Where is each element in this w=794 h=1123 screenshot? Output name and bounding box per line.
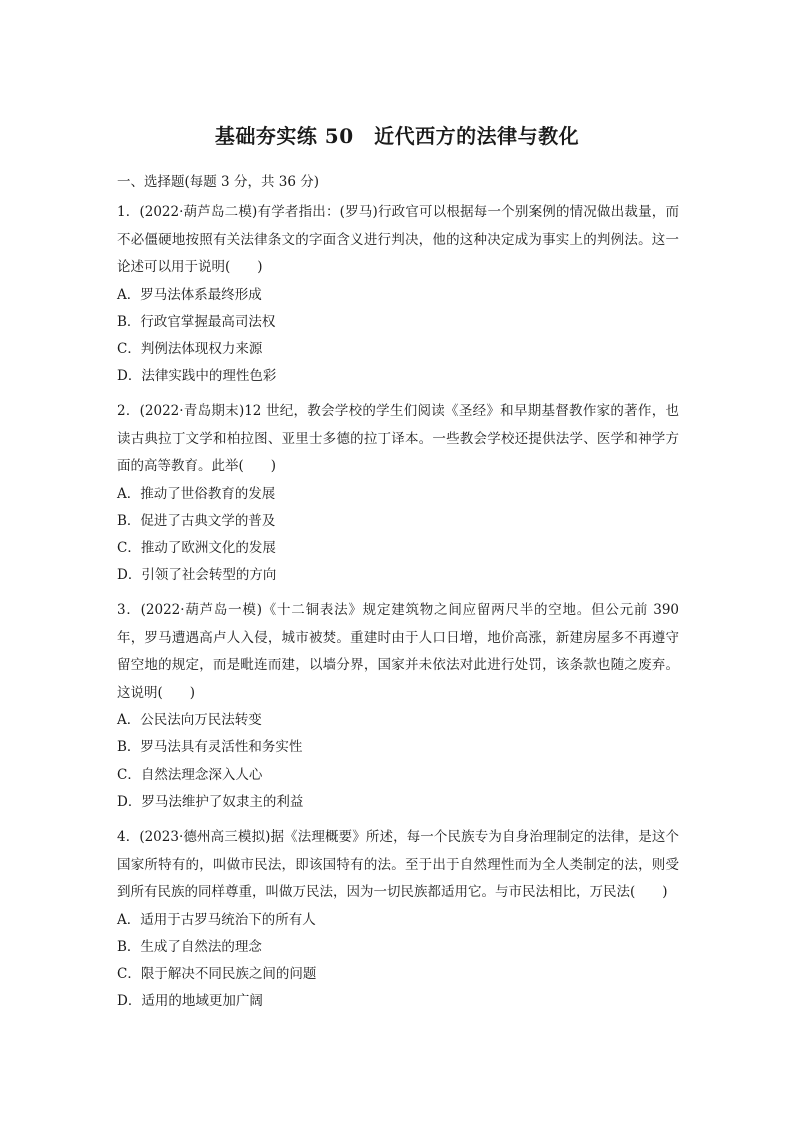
question-1 [117, 199, 679, 391]
option-b: B．行政官掌握最高司法权 [117, 313, 276, 330]
option-b: B．罗马法具有灵活性和务实性 [117, 739, 303, 756]
section-heading: 一、选择题(每题 3 分，共 36 分) [117, 174, 319, 190]
option-a: A．适用于古罗马统治下的所有人 [117, 911, 316, 928]
option-b: B．促进了古典文学的普及 [117, 512, 276, 529]
option-d: D．法律实践中的理性色彩 [117, 368, 277, 385]
page-title: 基础夯实练 50 近代西方的法律与教化 [214, 124, 580, 148]
question-stem: 1．(2022·葫芦岛二模)有学者指出：(罗马)行政官可以根据每一个别案例的情况做出裁量，而不必僵硬地按照有关法律条文的字面含义进行判决，他的这种决定成为事实上的判例法。这一论述可以用于说明( ) [117, 204, 679, 275]
option-d: D．引领了社会转型的方向 [117, 567, 277, 584]
option-a: A．公民法向万民法转变 [117, 712, 262, 728]
option-d: D．罗马法维护了奴隶主的利益 [117, 793, 304, 810]
option-c: C．限于解决不同民族之间的问题 [117, 966, 317, 983]
option-c: C．自然法理念深入人心 [117, 766, 263, 783]
question-stem: 3．(2022·葫芦岛一模)《十二铜表法》规定建筑物之间应留两尺半的空地。但公元前 390 年，罗马遭遇高卢人入侵，城市被焚。重建时由于人口日增，地价高涨，新建房屋多不再遵守留空地的规定，而是毗连而建，以墙分界，国家并未依法对此进行处罚，该条款也随之废弃。这说明( ) [117, 602, 679, 701]
question-4 [117, 824, 679, 1016]
option-c: C．推动了欧洲文化的发展 [117, 540, 276, 557]
option-b: B．生成了自然法的理念 [117, 938, 262, 955]
question-3 [117, 597, 679, 816]
option-a: A．罗马法体系最终形成 [117, 286, 262, 303]
question-2 [117, 398, 679, 590]
question-stem: 2．(2022·青岛期末)12 世纪，教会学校的学生们阅读《圣经》和早期基督教作家的著作，也读古典拉丁文学和柏拉图、亚里士多德的拉丁译本。一些教会学校还提供法学、医学和神学方面的高等教育。此举( ) [117, 403, 679, 474]
question-stem: 4．(2023·德州高三模拟)据《法理概要》所述，每一个民族专为自身治理制定的法律，是这个国家所特有的，叫做市民法，即该国特有的法。至于出于自然理性而为全人类制定的法，则受到所有民族的同样尊重，叫做万民法，因为一切民族都适用它。与市民法相比，万民法( ) [117, 829, 679, 900]
option-d: D．适用的地域更加广阔 [117, 993, 263, 1010]
option-c: C．判例法体现权力来源 [117, 341, 263, 358]
option-a: A．推动了世俗教育的发展 [117, 485, 276, 502]
